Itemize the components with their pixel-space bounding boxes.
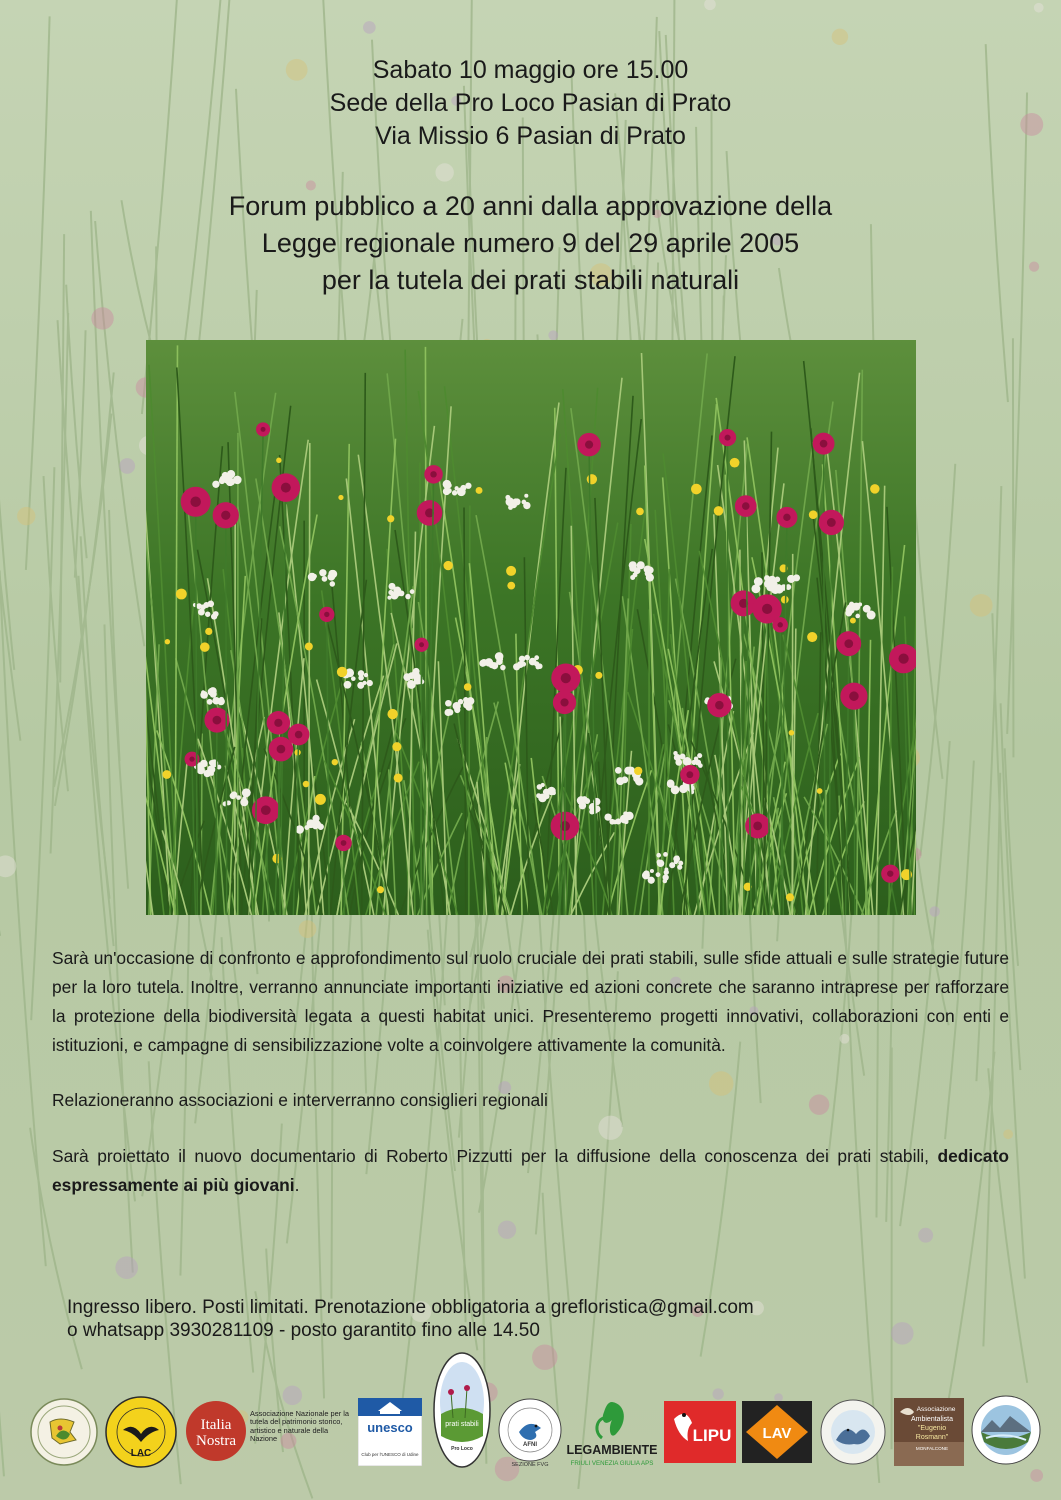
yellow-flower (176, 589, 187, 600)
yellow-flower (714, 506, 724, 516)
yellow-flower (781, 596, 789, 604)
sponsor-logos (0, 1350, 1061, 1480)
naturalistic-association-logo (820, 1396, 886, 1468)
pro-loco-label: Pro Loco (451, 1446, 473, 1452)
prati-stabili-logo (433, 1352, 491, 1468)
booking-line-2: o whatsapp 3930281109 - posto garantito fino alle 14.50 (67, 1320, 540, 1341)
yellow-flower (730, 458, 740, 468)
magenta-flower-center (281, 483, 291, 493)
description-paragraph-2: Relazioneranno associazioni e interverranno consiglieri regionali (52, 1090, 548, 1110)
flower (119, 458, 135, 474)
magenta-flower-center (742, 502, 750, 510)
booking-line-1: Ingresso libero. Posti limitati. Prenotazione obbligatoria a grefloristica@gmail.com (67, 1297, 754, 1318)
flower (363, 21, 376, 34)
forum-title-line-3: per la tutela dei prati stabili naturali (321, 265, 740, 295)
magenta-flower-center (430, 471, 436, 477)
paragraph-3-end: . (294, 1175, 300, 1195)
yellow-flower (476, 487, 483, 494)
flower (1034, 3, 1044, 13)
unesco-label: unesco (367, 1420, 413, 1435)
yellow-flower (315, 794, 326, 805)
yellow-flower (870, 484, 880, 494)
ambientalista-line-3: "Eugenio (917, 1425, 947, 1432)
flower (115, 1256, 138, 1279)
yellow-flower (807, 632, 817, 642)
legambiente-label: LEGAMBIENTE (566, 1443, 658, 1457)
yellow-flower (595, 672, 602, 679)
flower (918, 1228, 933, 1243)
yellow-flower (850, 618, 856, 624)
magenta-flower-center (783, 514, 790, 521)
flower (91, 307, 113, 329)
yellow-flower (387, 709, 397, 719)
yellow-flower (786, 893, 794, 901)
legambiente-sub-label: FRIULI VENEZIA GIULIA APS (570, 1460, 654, 1467)
magenta-flower-center (560, 698, 568, 706)
yellow-flower (507, 582, 515, 590)
event-header (0, 54, 1061, 153)
yellow-flower (303, 781, 309, 787)
magenta-flower-center (190, 497, 200, 507)
yellow-flower (305, 643, 313, 651)
event-date: Sabato 10 maggio ore 15.00 (372, 56, 689, 84)
magenta-flower-center (261, 427, 266, 432)
yellow-flower (443, 561, 452, 570)
ambientalista-line-1: Associazione (916, 1406, 956, 1413)
event-venue: Sede della Pro Loco Pasian di Prato (329, 89, 732, 117)
magenta-flower-center (844, 639, 853, 648)
ambientalista-line-5: MONFALCONE (915, 1446, 949, 1451)
legambiente-logo (562, 1398, 662, 1470)
yellow-flower (387, 515, 394, 522)
magenta-flower-center (213, 716, 222, 725)
magenta-flower-center (341, 840, 347, 846)
lav-logo (742, 1401, 812, 1463)
flower-stem (854, 704, 855, 915)
italia-nostra-description: Associazione Nazionale per la tutela del patrimonio storico, artistico e naturale della Nazione (250, 1409, 350, 1444)
flower (498, 1221, 516, 1239)
magenta-flower-center (753, 822, 762, 831)
flower (17, 507, 35, 525)
paragraph-3-bold-text: dedicato espressamente ai più giovani (52, 1146, 1009, 1195)
flower (929, 906, 940, 917)
paragraph-3-text: Sarà proiettato il nuovo documentario di Roberto Pizzutti per la diffusione della conoscenza dei prati stabili, (52, 1146, 938, 1166)
yellow-flower (691, 484, 702, 495)
flower (299, 920, 317, 938)
magenta-flower-center (295, 731, 303, 739)
gref-logo (30, 1398, 98, 1466)
afni-label: AFNI (523, 1442, 537, 1448)
yellow-flower (636, 508, 644, 516)
yellow-flower (162, 770, 171, 779)
yellow-flower (506, 566, 516, 576)
yellow-flower (392, 742, 401, 751)
magenta-flower-center (849, 691, 859, 701)
flower-stem (226, 523, 227, 915)
lac-label: LAC (130, 1448, 152, 1459)
magenta-flower-center (221, 511, 230, 520)
yellow-flower (205, 628, 212, 635)
afni-logo (497, 1396, 563, 1468)
flower-stem (344, 848, 345, 915)
forum-title-line-2: Legge regionale numero 9 del 29 aprile 2005 (261, 228, 800, 258)
landscape-association-logo (970, 1392, 1042, 1470)
yellow-flower (634, 767, 642, 775)
magenta-flower-center (762, 604, 772, 614)
magenta-flower-center (820, 440, 828, 448)
forum-title (0, 188, 1061, 299)
booking-info (67, 1296, 967, 1342)
magenta-flower-center (715, 701, 724, 710)
magenta-flower-center (686, 771, 693, 778)
yellow-flower (789, 730, 795, 736)
lipu-label: LIPU (692, 1426, 732, 1445)
unesco-sub-label: Club per l'UNESCO di Udine (361, 1452, 419, 1457)
yellow-flower (276, 458, 281, 463)
magenta-flower-center (898, 654, 908, 664)
description (52, 944, 1009, 1200)
magenta-flower-center (189, 756, 194, 761)
magenta-flower-center (261, 805, 271, 815)
description-paragraph-1: Sarà un'occasione di confronto e approfondimento sul ruolo cruciale dei prati stabili, sulle sfide attuali e sulle strategie future per la loro tutela. Inoltre, verranno annunciate importanti iniziative ed azioni concrete che saranno intraprese per rafforzare la protezione della biodiversità legata a questi habitat unici. Presenteremo progetti innovativi, collaborazioni con enti e istituzioni, e campagne di sensibilizzazione volte a coinvolgere attivamente la comunità. (52, 948, 1009, 1055)
afni-sub-label: SEZIONE FVG (511, 1462, 549, 1468)
magenta-flower-center (827, 518, 836, 527)
yellow-flower (464, 683, 472, 691)
magenta-flower-center (274, 719, 282, 727)
lav-label: LAV (762, 1425, 792, 1442)
ambientalista-line-2: Ambientalista (910, 1416, 954, 1423)
yellow-flower (338, 495, 343, 500)
magenta-flower-center (561, 673, 571, 683)
description-paragraph-3 (52, 1142, 1009, 1200)
event-address: Via Missio 6 Pasian di Prato (375, 122, 686, 150)
yellow-flower (587, 474, 597, 484)
yellow-flower (809, 510, 818, 519)
italia-nostra-line-2: Nostra (196, 1433, 236, 1449)
flower-stem (728, 443, 729, 915)
yellow-flower (394, 773, 403, 782)
magenta-flower-center (778, 622, 783, 627)
italia-nostra-logo (185, 1400, 247, 1462)
lipu-logo (664, 1401, 736, 1463)
yellow-flower (817, 788, 823, 794)
meadow-photo (146, 340, 916, 915)
yellow-flower (337, 667, 347, 677)
unesco-logo (358, 1398, 422, 1466)
lac-logo (105, 1396, 177, 1468)
flower (548, 330, 558, 340)
magenta-flower-center (324, 612, 329, 617)
forum-title-line-1: Forum pubblico a 20 anni dalla approvazione della (228, 191, 833, 221)
yellow-flower (332, 759, 338, 765)
yellow-flower (200, 642, 210, 652)
italia-nostra-line-1: Italia (200, 1417, 232, 1433)
flower (832, 29, 848, 45)
magenta-flower-center (419, 642, 424, 647)
ambientalista-rosmann-logo (894, 1398, 964, 1466)
magenta-flower-center (277, 745, 286, 754)
yellow-flower (377, 886, 384, 893)
flower (435, 163, 453, 181)
magenta-flower-center (887, 871, 893, 877)
magenta-flower-center (585, 441, 593, 449)
ambientalista-line-4: Rosmann" (915, 1434, 949, 1441)
prati-stabili-label: prati stabili (445, 1421, 479, 1428)
yellow-flower (165, 639, 170, 644)
magenta-flower-center (725, 435, 731, 441)
flower (970, 594, 993, 617)
